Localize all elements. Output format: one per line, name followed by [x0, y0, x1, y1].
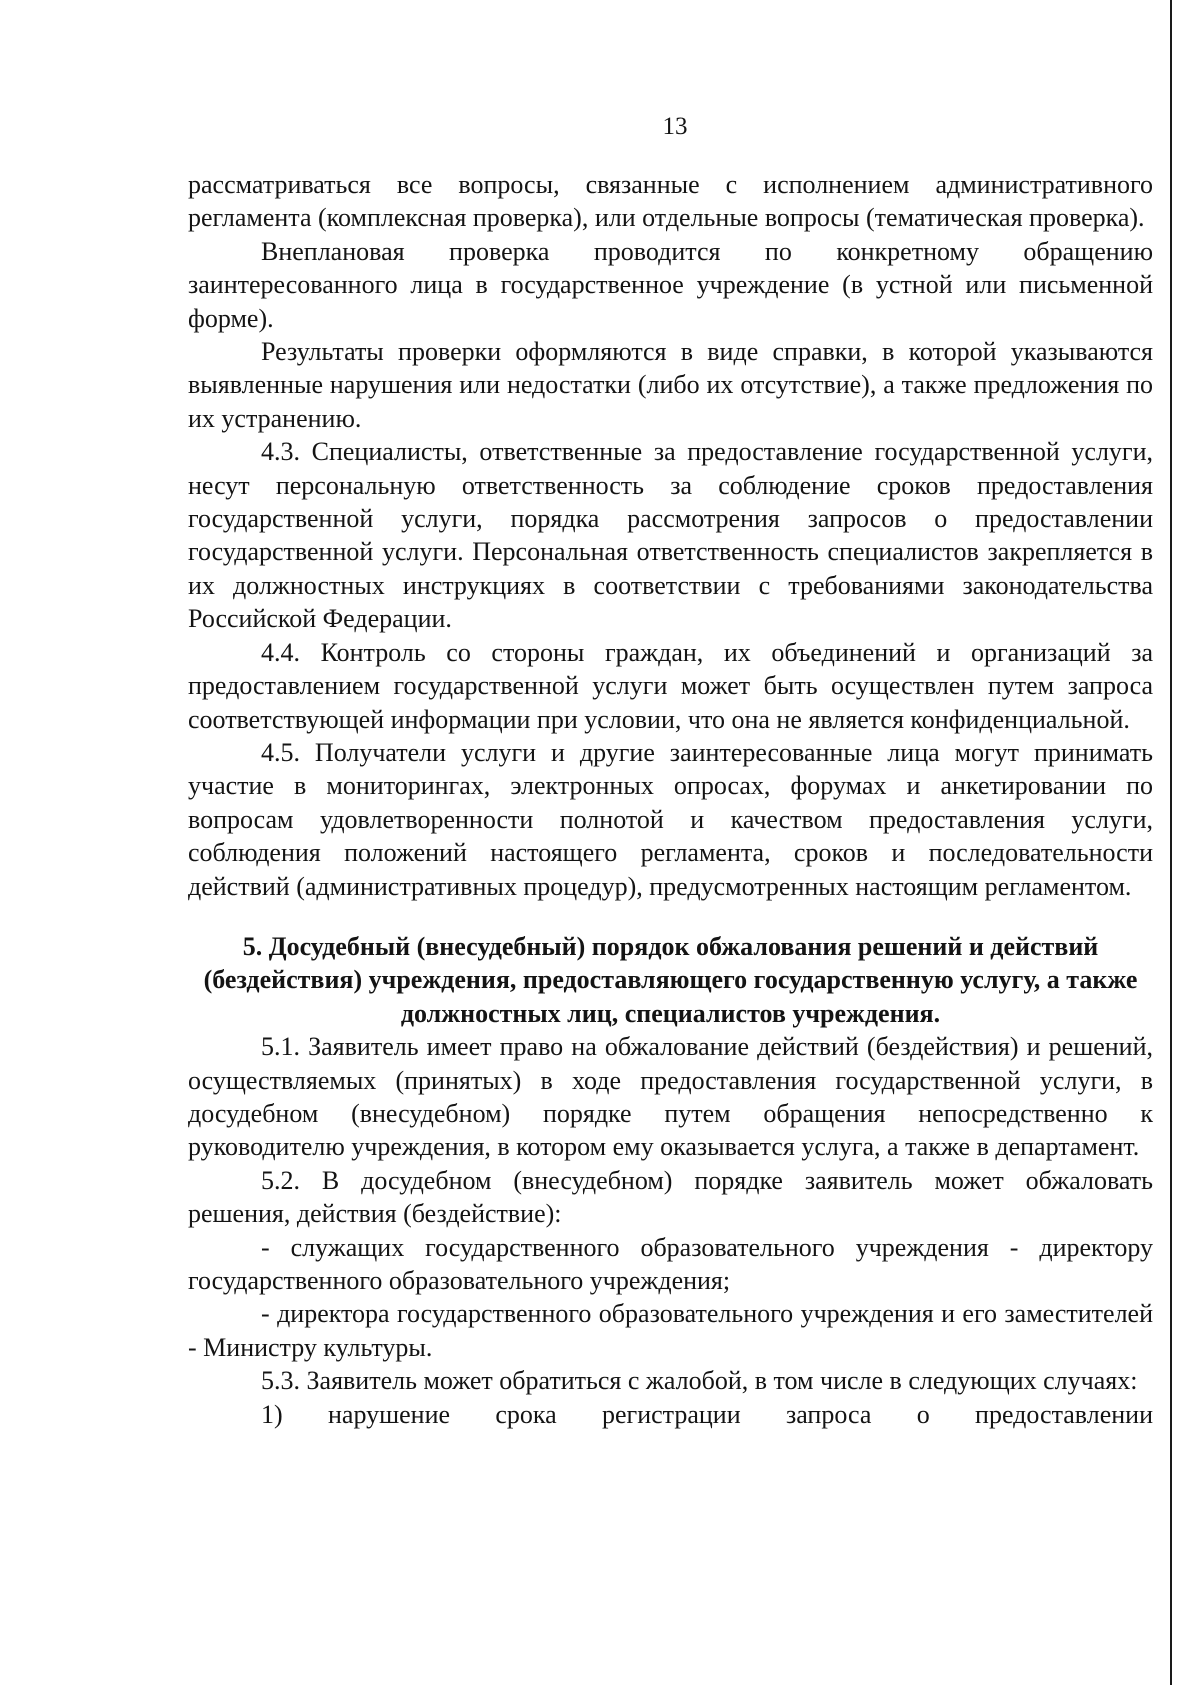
paragraph-unscheduled-inspection: Внеплановая проверка проводится по конкретному обращению заинтересованного лица в государственное учреждение (в устной или письменной форме). [188, 236, 1153, 333]
paragraph-continuation: рассматриваться все вопросы, связанные с исполнением административного регламента (комплексная проверка), или отдельные вопросы (тематическая проверка). [188, 170, 1153, 233]
paragraph-5-1: 5.1. Заявитель имеет право на обжалование действий (бездействия) и решений, осуществляемых (принятых) в ходе предоставления государственной услуги, в досудебном (внесудебном) порядке путем обращения непосредственно к руководителю учреждения, в котором ему оказывается услуга, а также в департамент. [188, 1032, 1153, 1162]
paragraph-4-4: 4.4. Контроль со стороны граждан, их объединений и организаций за предоставлением государственной услуги может быть осуществлен путем запроса соответствующей информации при условии, что она не является конфиденциальной. [188, 637, 1153, 734]
paragraph-4-5: 4.5. Получатели услуги и другие заинтересованные лица могут принимать участие в мониторингах, электронных опросах, форумах и анкетировании по вопросам удовлетворенности полнотой и качеством предоставления услуги, соблюдения положений настоящего регламента, сроков и последовательности действий (административных процедур), предусмотренных настоящим регламентом. [188, 737, 1153, 901]
paragraph-inspection-results: Результаты проверки оформляются в виде справки, в которой указываются выявленные нарушения или недостатки (либо их отсутствие), а также предложения по их устранению. [188, 337, 1153, 433]
paragraph-5-2: 5.2. В досудебном (внесудебном) порядке заявитель может обжаловать решения, действия (бездействие): [188, 1165, 1153, 1229]
paragraph-4-3: 4.3. Специалисты, ответственные за предоставление государственной услуги, несут персональную ответственность за соблюдение сроков предоставления государственной услуги, порядка рассмотрения запросов о предоставлении государственной услуги. Персональная ответственность специалистов закрепляется в их должностных инструкциях в соответствии с требованиями законодательства Российской Федерации. [188, 437, 1153, 634]
list-item-employees: - служащих государственного образовательного учреждения - директору государственного образовательного учреждения; [188, 1232, 1153, 1295]
page-number: 13 [662, 113, 688, 140]
page-edge-line [1170, 0, 1172, 1685]
document-body [188, 168, 1153, 1431]
section-heading-5: 5. Досудебный (внесудебный) порядок обжалования решений и действий (бездействия) учреждения, предоставляющего государственную услугу, а также должностных лиц, специалистов учреждения. [203, 931, 1138, 1028]
paragraph-5-3: 5.3. Заявитель может обратиться с жалобой, в том числе в следующих случаях: [261, 1366, 1138, 1396]
list-item-1: 1) нарушение срока регистрации запроса о предоставлении [261, 1399, 1153, 1429]
list-item-director: - директора государственного образовательного учреждения и его заместителей - Министру культуры. [188, 1299, 1153, 1362]
